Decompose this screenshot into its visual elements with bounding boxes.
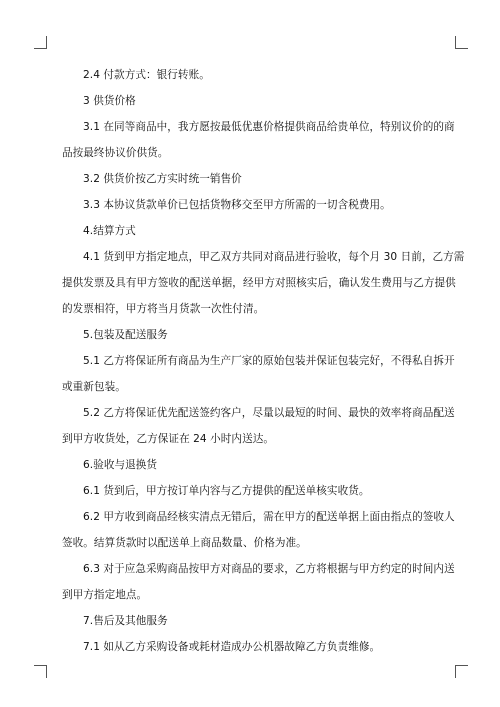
paragraph-line: 6.1 货到后，甲方按订单内容与乙方提供的配送单核实收货。 bbox=[83, 485, 370, 497]
paragraph-line: 6.验收与退换货 bbox=[83, 459, 158, 471]
document-body bbox=[62, 62, 465, 660]
paragraph-line: 3 供货价格 bbox=[83, 95, 136, 107]
paragraph-line: 4.1 货到甲方指定地点，甲乙双方共同对商品进行验收，每个月 30 日前，乙方需 bbox=[83, 251, 465, 263]
paragraph-line: 6.3 对于应急采购商品按甲方对商品的要求，乙方将根据与甲方约定的时间内送 bbox=[83, 563, 455, 575]
paragraph-line: 3.3 本协议货款单价已包括货物移交至甲方所需的一切含税费用。 bbox=[83, 199, 391, 211]
paragraph-line: 3.2 供货价按乙方实时统一销售价 bbox=[83, 173, 242, 185]
paragraph-line: 2.4 付款方式：银行转账。 bbox=[83, 69, 210, 81]
paragraph-continuation-line: 到甲方指定地点。 bbox=[62, 589, 148, 601]
paragraph-continuation-line: 品按最终协议价供货。 bbox=[62, 147, 169, 159]
paragraph-continuation-line: 提供发票及具有甲方签收的配送单据，经甲方对照核实后，确认发生费用与乙方提供 bbox=[62, 277, 456, 289]
crop-mark-bottom-left bbox=[34, 665, 47, 678]
paragraph-line: 5.包装及配送服务 bbox=[83, 329, 168, 341]
paragraph-line: 7.1 如从乙方采购设备或耗材造成办公机器故障乙方负责维修。 bbox=[83, 641, 381, 653]
crop-mark-top-right bbox=[455, 36, 468, 49]
paragraph-continuation-line: 签收。结算货款时以配送单上商品数量、价格为准。 bbox=[62, 537, 307, 549]
paragraph-line: 5.2 乙方将保证优先配送签约客户，尽量以最短的时间、最快的效率将商品配送 bbox=[83, 407, 455, 419]
crop-mark-bottom-right bbox=[455, 665, 468, 678]
paragraph-continuation-line: 或重新包装。 bbox=[62, 381, 126, 393]
paragraph-line: 3.1 在同等商品中，我方愿按最低优惠价格提供商品给贵单位，特别议价的的商 bbox=[83, 121, 455, 133]
paragraph-line: 7.售后及其他服务 bbox=[83, 615, 168, 627]
paragraph-continuation-line: 的发票相符，甲方将当月货款一次性付清。 bbox=[62, 303, 265, 315]
paragraph-line: 6.2 甲方收到商品经核实清点无错后，需在甲方的配送单据上面由指点的签收人 bbox=[83, 511, 455, 523]
paragraph-continuation-line: 到甲方收货处，乙方保证在 24 小时内送达。 bbox=[62, 433, 275, 445]
paragraph-line: 5.1 乙方将保证所有商品为生产厂家的原始包装并保证包装完好，不得私自拆开 bbox=[83, 355, 455, 367]
paragraph-line: 4.结算方式 bbox=[83, 225, 136, 237]
crop-mark-top-left bbox=[34, 36, 47, 49]
